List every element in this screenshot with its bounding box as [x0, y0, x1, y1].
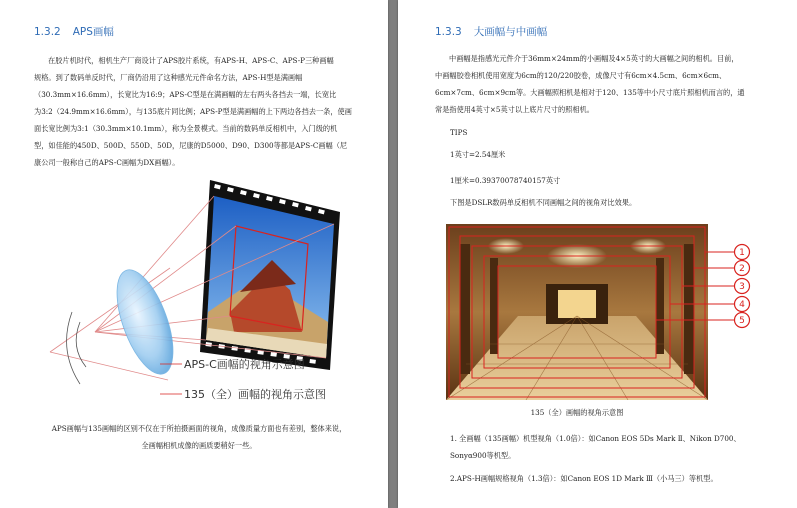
section-number: 1.3.2: [34, 26, 61, 38]
callout-number-5: 5: [739, 316, 745, 326]
tip-cm: 1厘米=0.39370078740157英寸: [450, 176, 561, 185]
tip-inch: 1英寸=2.54厘米: [450, 150, 506, 159]
paragraph-line: 康公司一般称自己的APS-C画幅为DX画幅）。: [34, 158, 180, 167]
paragraph-line: 在胶片机时代，相机生产厂商设计了APS胶片系统，有APS-H、APS-C、APS-P三种画幅: [48, 56, 334, 65]
list-item-1: [450, 430, 780, 464]
left-page: [0, 0, 388, 508]
tips-label: TIPS: [450, 128, 468, 137]
list-line: Sonyα900等机型。: [450, 451, 516, 460]
medium-format-paragraph: [435, 50, 780, 118]
field-of-view-diagram: [40, 172, 350, 412]
diagram-label-135: 135（全）画幅的视角示意图: [184, 388, 326, 401]
paragraph-line: 全画幅相机成像的画质要稍好一些。: [141, 441, 257, 450]
paragraph-line: 中画幅是指感光元件介于36mm×24mm的小画幅及4×5英寸的大画幅之间的相机。目前，: [449, 54, 739, 63]
callout-number-2: 2: [739, 264, 745, 274]
figure-intro: 下图是DSLR数码单反相机不同画幅之间的视角对比效果。: [450, 198, 637, 207]
paragraph-line: 型，如佳能的450D、500D、550D、50D，尼康的D5000、D90、D300等都是APS-C画幅（尼: [34, 141, 348, 150]
paragraph-line: APS画幅与135画幅的区别不仅在于所拍摄画面的视角，成像质量方面也有差别，整体来说，: [51, 424, 347, 433]
section-heading-large-medium: [435, 24, 547, 39]
aps-intro-paragraph: [34, 52, 364, 171]
angle-arc-135: [67, 312, 80, 384]
section-title: APS画幅: [72, 26, 114, 38]
callout-number-4: 4: [739, 300, 745, 310]
callout-number-1: 1: [739, 248, 745, 258]
list-line: 1. 全画幅（135画幅）机型视角（1.0倍）：如Canon EOS 5Ds Mark Ⅱ、Nikon D700、: [450, 434, 741, 443]
section-number: 1.3.3: [435, 26, 462, 38]
section-heading-aps: [34, 24, 114, 39]
paragraph-line: 6cm×7cm、6cm×9cm等。大画幅照相机是相对于120、135等中小尺寸底片照相机而言的，通: [435, 88, 745, 97]
diagram-label-apsc: APS-C画幅的视角示意图: [184, 358, 305, 371]
paragraph-line: 面长宽比例为3:1（30.3mm×10.1mm），称为全景模式。当前的数码单反相机中，入门级的机: [34, 124, 338, 133]
paragraph-line: 常是指使用4英寸×5英寸以上底片尺寸的照相机。: [435, 105, 594, 114]
aps-outro-paragraph: [34, 420, 364, 454]
hall-photo: [446, 224, 708, 400]
list-item-2: 2.APS-H画幅规格视角（1.3倍）：如Canon EOS 1D Mark Ⅲ（小马三）等机型。: [450, 474, 718, 483]
callout-number-3: 3: [739, 282, 745, 292]
format-comparison-figure: [446, 224, 788, 400]
section-title: 大画幅与中画幅: [473, 26, 548, 38]
paragraph-line: 为3:2（24.9mm×16.6mm），与135底片同比例；APS-P型是满画幅的上下两边各挡去一条，使画: [34, 107, 352, 116]
paragraph-line: 规格。到了数码单反时代，厂商仍沿用了这种感光元件命名方法，APS-H型是满画幅: [34, 73, 303, 82]
right-page: [398, 0, 797, 508]
figure-caption: 135（全）画幅的视角示意图: [530, 408, 624, 417]
paragraph-line: （30.3mm×16.6mm），长宽比为16:9；APS-C型是在满画幅的左右两头各挡去一端，长宽比: [34, 90, 337, 99]
paragraph-line: 中画幅胶卷相机使用宽度为6cm的120/220胶卷，成像尺寸有6cm×4.5cm、6cm×6cm、: [435, 71, 727, 80]
